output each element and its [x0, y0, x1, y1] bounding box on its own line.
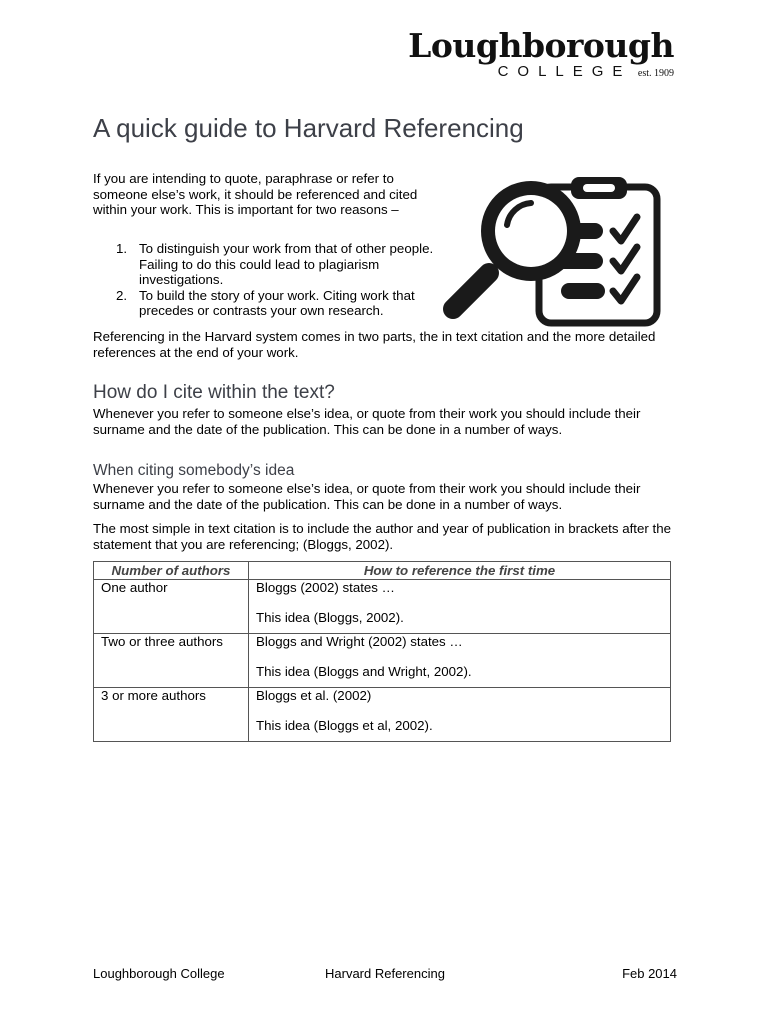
- list-item-number: 2.: [116, 287, 128, 303]
- table-cell-authors: One author: [94, 580, 249, 634]
- footer-organisation: Loughborough College: [93, 966, 225, 981]
- table-header-authors: Number of authors: [94, 562, 249, 580]
- page-title: A quick guide to Harvard Referencing: [93, 113, 524, 143]
- table-cell-reference: [249, 688, 671, 742]
- list-item-text: To distinguish your work from that of other people. Failing to do this could lead to plagiarism investigations.: [139, 241, 434, 287]
- reference-first-line: Bloggs and Wright (2002) states …: [256, 634, 463, 649]
- reasons-list: [93, 241, 438, 319]
- section-paragraph: Whenever you refer to someone else’s idea, or quote from their work you should include their surname and the date of the publication. This can be done in a number of ways.: [93, 406, 641, 437]
- logo-college: COLLEGE: [497, 63, 632, 80]
- logo-subline: [408, 64, 674, 82]
- table-cell-reference: [249, 580, 671, 634]
- table-cell-authors: 3 or more authors: [94, 688, 249, 742]
- table-row: [94, 634, 671, 688]
- college-logo: [408, 28, 674, 82]
- list-item: [93, 288, 438, 319]
- logo-established: est. 1909: [637, 68, 674, 79]
- table-row: [94, 688, 671, 742]
- simple-citation-paragraph: The most simple in text citation is to include the author and year of publication in brackets after the statement that you are referencing; (Bloggs, 2002).: [93, 521, 671, 552]
- list-item-number: 1.: [116, 241, 128, 256]
- citation-table: [93, 561, 671, 742]
- subsection-heading: When citing somebody’s idea: [93, 462, 295, 479]
- subsection-paragraph: Whenever you refer to someone else’s idea, or quote from their work you should include their surname and the date of the publication. This can be done in a number of ways.: [93, 481, 641, 512]
- list-item: [93, 241, 438, 288]
- logo-name: Loughborough: [408, 26, 674, 65]
- section-heading: How do I cite within the text?: [93, 382, 335, 403]
- table-header-row: [94, 562, 671, 580]
- reference-second-line: This idea (Bloggs, 2002).: [256, 609, 404, 625]
- reference-second-line: This idea (Bloggs and Wright, 2002).: [256, 663, 472, 679]
- reference-second-line: This idea (Bloggs et al, 2002).: [256, 717, 433, 733]
- intro-paragraph: If you are intending to quote, paraphrase or refer to someone else’s work, it should be referenced and cited within your work. This is important for two reasons –: [93, 171, 418, 217]
- footer-document-title: Harvard Referencing: [325, 966, 445, 981]
- table-cell-reference: [249, 634, 671, 688]
- table-cell-authors: Two or three authors: [94, 634, 249, 688]
- table-header-reference: How to reference the first time: [249, 562, 671, 580]
- footer-date: Feb 2014: [622, 966, 677, 981]
- list-item-text: To build the story of your work. Citing work that precedes or contrasts your own research.: [139, 287, 415, 318]
- magnifier-checklist-icon: [443, 175, 665, 327]
- reference-first-line: Bloggs (2002) states …: [256, 580, 395, 595]
- referencing-paragraph: Referencing in the Harvard system comes in two parts, the in text citation and the more detailed references at the end of your work.: [93, 329, 656, 360]
- table-row: [94, 580, 671, 634]
- reference-first-line: Bloggs et al. (2002): [256, 688, 372, 703]
